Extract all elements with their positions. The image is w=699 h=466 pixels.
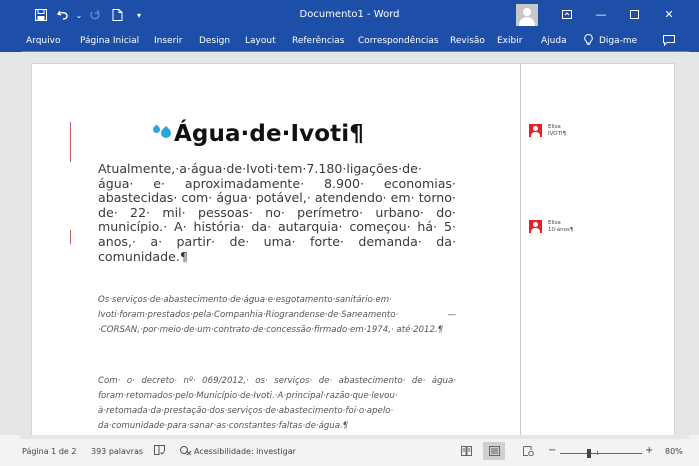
italic-paragraph[interactable]: Com· o· decreto· nº· 069/2012,· os· serviços· de· abastecimento· de· água· foram·retomados·pelo·Município·de·Ivoti.·A·principal·razão·que·levou· à·retomada·da·prestação·dos·serviços·de·abastecimento·foi·o·apelo· da·comunidade·para·sanar·as·constantes·faltas·de·água.¶ [98, 376, 456, 431]
italic-paragraph[interactable]: Os·serviços·de·abastecimento·de·água·e·esgotamento·sanitário·em· Ivoti·foram·prestados·pela·Companhia·Riograndense·de·Saneamento· —·CORSAN,·por·meio·de·um·contrato·de·concessão·firmado·em·1974,· até·2012.¶ [98, 295, 456, 335]
water-drops-icon [150, 121, 174, 139]
tab-inserir[interactable]: Inserir [154, 36, 183, 46]
minimize-button[interactable]: — [595, 7, 607, 21]
print-layout-button[interactable] [483, 442, 505, 460]
zoom-slider[interactable] [560, 453, 642, 454]
tab-design[interactable]: Design [199, 36, 231, 46]
window-title: Documento1 - Word [299, 9, 400, 20]
page-count[interactable]: Página 1 de 2 [22, 447, 77, 456]
document-page[interactable] [31, 63, 675, 435]
ribbon-display-options-button[interactable] [553, 4, 581, 24]
tab-revisao[interactable]: Revisão [450, 36, 485, 46]
comment-balloon[interactable] [529, 124, 566, 138]
zoom-level[interactable]: 80% [665, 447, 683, 456]
comment-balloon[interactable] [529, 220, 573, 234]
comment-text: 10·anos¶ [548, 227, 574, 233]
customize-qat-icon[interactable]: ▾ [136, 10, 141, 20]
read-mode-button[interactable] [455, 442, 477, 460]
comment-icon[interactable] [663, 35, 675, 49]
zoom-out-button[interactable]: − [548, 445, 557, 456]
document-title[interactable]: Água·de·Ivoti¶ [150, 121, 364, 147]
proofing-icon[interactable] [154, 445, 165, 457]
tell-me-input[interactable]: Diga-me [599, 36, 638, 46]
maximize-button[interactable] [620, 4, 648, 24]
ribbon-tabs [0, 31, 699, 52]
tab-exibir[interactable]: Exibir [497, 36, 523, 46]
accessibility-icon[interactable] [180, 445, 192, 458]
accessibility-status[interactable]: Acessibilidade: investigar [194, 447, 296, 456]
tab-correspondencias[interactable]: Correspondências [358, 36, 439, 46]
web-layout-button[interactable] [517, 442, 539, 460]
tab-arquivo[interactable]: Arquivo [26, 36, 61, 46]
comment-author: Elisa [548, 124, 561, 130]
word-count[interactable]: 393 palavras [91, 447, 144, 456]
tab-ajuda[interactable]: Ajuda [541, 36, 567, 46]
body-paragraph[interactable]: Atualmente,·a·água·de·Ivoti·tem·7.180·ligações·de· água· e· aproximadamente· 8.900· economias· abastecidas· com· água· potável,· atendendo· em· torno· de· 22· mil· pessoas· no· perímetro· urbano· do· município.· A· história· da· autarquia· começou· há· 5· anos,· a· partir· de· uma· forte· demanda· da· comunidade.¶ [98, 161, 456, 264]
tab-pagina-inicial[interactable]: Página Inicial [80, 36, 140, 46]
lightbulb-icon[interactable] [584, 34, 593, 48]
change-bar [70, 122, 71, 162]
comment-author-avatar [529, 124, 542, 137]
comment-author-avatar [529, 220, 542, 233]
tab-referencias[interactable]: Referências [292, 36, 345, 46]
user-avatar[interactable] [516, 4, 538, 26]
document-canvas[interactable] [20, 52, 689, 435]
zoom-slider-thumb[interactable] [587, 449, 591, 458]
tab-layout[interactable]: Layout [245, 36, 276, 46]
close-button[interactable]: ✕ [664, 7, 674, 21]
comment-author: Elisa [548, 220, 561, 226]
comments-pane [520, 64, 675, 435]
comment-text: IVOTI¶ [548, 131, 567, 137]
change-bar [70, 230, 71, 244]
zoom-in-button[interactable]: + [645, 445, 654, 456]
undo-dropdown-icon[interactable]: ⌄ [75, 10, 83, 20]
title-bar [0, 0, 699, 31]
status-bar [0, 435, 699, 466]
